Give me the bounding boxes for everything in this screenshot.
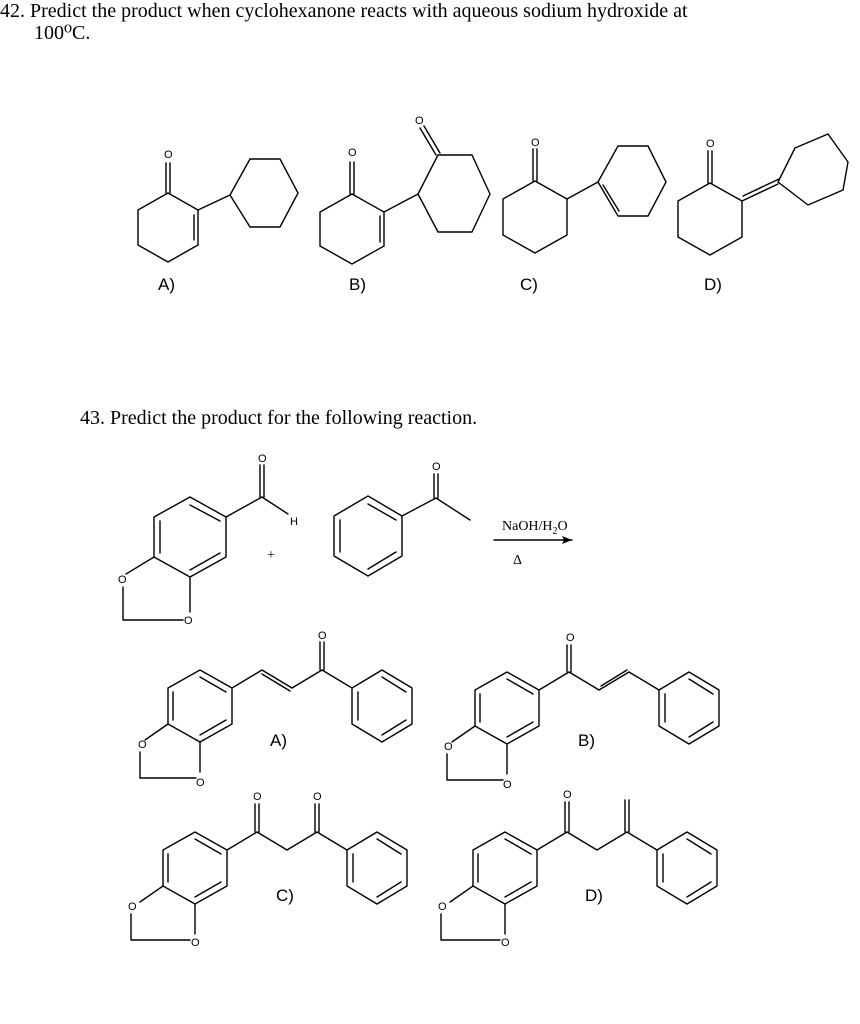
- q43-piperonal-oxygen-label: O: [258, 453, 267, 465]
- q42-structure-c: [503, 137, 666, 253]
- q42-c-oxygen-label: O: [531, 137, 540, 149]
- q42-a-oxygen-label: O: [164, 149, 173, 161]
- q43-a-oxygen-label: O: [318, 630, 327, 642]
- q43-option-c-label[interactable]: C): [276, 886, 294, 905]
- q43-piperonal-ring-o2: O: [184, 615, 193, 627]
- question-42-number: 42.: [0, 0, 25, 22]
- q42-d-oxygen-label: O: [706, 138, 715, 150]
- q43-reactant-piperonal: [118, 453, 298, 627]
- q43-option-d-label[interactable]: D): [585, 886, 603, 905]
- q43-d-ring-o2: O: [501, 937, 510, 949]
- q42-option-d-label[interactable]: D): [704, 275, 722, 294]
- q43-d-oxygen-label: O: [563, 789, 572, 801]
- q42-option-c-label[interactable]: C): [520, 275, 538, 294]
- q42-option-a-label[interactable]: A): [158, 275, 175, 294]
- question-42-text: Predict the product when cyclohexanone reacts with aqueous sodium hydroxide at: [30, 0, 688, 22]
- q43-structure-a: [138, 630, 412, 789]
- question-43-number: 43.: [80, 407, 105, 429]
- q42-option-b-label[interactable]: B): [349, 275, 366, 294]
- q42-structure-a: [138, 149, 298, 262]
- q43-heat-symbol: Δ: [513, 553, 523, 568]
- q42-structure-b: [320, 115, 490, 264]
- q43-acetophenone-oxygen-label: O: [432, 461, 441, 473]
- q42-b-oxygen2-label: O: [415, 115, 424, 127]
- q43-c-oxygen2-label: O: [313, 791, 322, 803]
- q43-reagent-label: NaOH/$H_2O$: [502, 519, 568, 537]
- q43-b-ring-o1: O: [444, 741, 453, 753]
- q43-c-ring-o1: O: [128, 901, 137, 913]
- q43-reaction-arrow: [494, 519, 572, 568]
- q43-c-oxygen1-label: O: [253, 791, 262, 803]
- question-42-line2: 100⁰C.: [34, 22, 91, 44]
- q43-b-oxygen-label: O: [566, 632, 575, 644]
- question-43-text: Predict the product for the following reaction.: [110, 407, 478, 429]
- q43-aldehyde-hydrogen-label: H: [290, 516, 298, 528]
- q43-c-ring-o2: O: [191, 937, 200, 949]
- q42-b-oxygen-label: O: [348, 147, 357, 159]
- q43-d-ring-o1: O: [438, 901, 447, 913]
- q43-option-a-label[interactable]: A): [270, 731, 287, 750]
- q42-structure-d: [678, 134, 848, 255]
- q43-b-ring-o2: O: [503, 779, 512, 791]
- q43-plus-sign: +: [267, 548, 275, 563]
- q43-reactant-acetophenone: [334, 461, 470, 576]
- q43-structure-d: [438, 789, 717, 949]
- q43-a-ring-o1: O: [138, 739, 147, 751]
- q43-piperonal-ring-o1: O: [118, 574, 127, 586]
- q43-structure-b: [444, 632, 719, 791]
- q43-option-b-label[interactable]: B): [578, 731, 595, 750]
- q43-a-ring-o2: O: [196, 777, 205, 789]
- q43-structure-c: [128, 791, 407, 949]
